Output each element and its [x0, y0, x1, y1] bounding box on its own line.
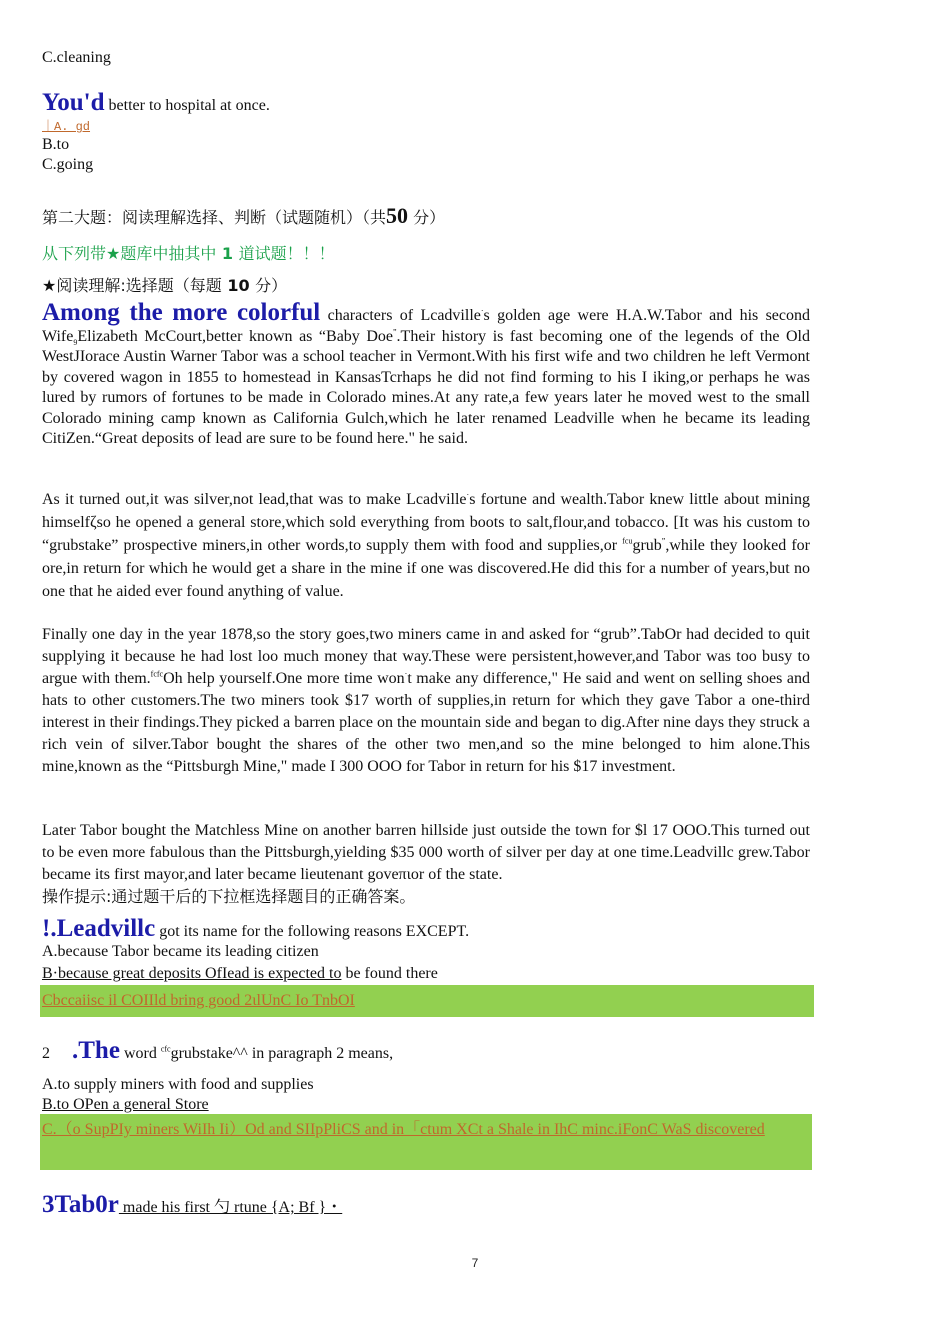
option-a[interactable]: ｜A. gd	[42, 120, 91, 134]
option-c-cleaning: C.cleaning	[42, 49, 111, 66]
question-2-option-a: A.to supply miners with food and supplies	[42, 1076, 314, 1093]
question-text: better to hospital at once.	[104, 97, 270, 114]
question-1-option-a: A.because Tabor became its leading citizen	[42, 943, 319, 960]
option-b: B.to	[42, 136, 70, 153]
passage-paragraph-2: As it turned out,it was silver,not lead,that was to make Lcadville·s fortune and wealth.Tabor knew little about mining himselfζso he opened a general store,which sold everything from boots to salt,flour,and tobacco. [It was his custom to “grubstake” prospective miners,in other words,to supply them with food and supplies,or $^{fcu}$grub”,while they looked for ore,in return for which he would get a share in the mine if one was discovered.He did this for a number of years,but no one that he aided ever found anything of value.	[42, 490, 811, 600]
question-1-option-b: B·because great deposits OfIead is expected to be found there	[42, 965, 438, 982]
section-points: 50	[386, 203, 409, 228]
question-1-text: got its name for the following reasons EXCEPT.	[155, 923, 470, 940]
answer-dropdown[interactable]	[42, 118, 810, 135]
reading-subheading: ★阅读理解:选择题（每题 10 分）	[42, 276, 288, 295]
passage-paragraph-1: Among the more colorful characters of Lcadville·s golden age were H.A.W.Tabor and his second Wife$_9$Elizabeth McCourt,better known as “Baby Doe”.Their history is fast becoming one of the legends of the Old WestJIorace Austin Warner Tabor was a school teacher in Vermont.With his first wife and two children he left Vermont by covered wagon in 1855 to homestead in KansasTcrhaps he did not find forming to his I iking,or perhaps he was lured by rumors of fortunes to be made in Colorado mines.At any rate,a few years later he moved west to the small Colorado mining camp known as California Gulch,which he later renamed Leadville when he became its leading CitiZen.“Great deposits of lead are sure to be found here." he said.	[42, 299, 811, 447]
question-lead: You'd	[42, 89, 105, 116]
question-3	[42, 1190, 810, 1223]
question-3-text[interactable]: made his first 勺 rtune {A; Bf }・	[118, 1199, 343, 1216]
question-2-option-b: B.to OPen a general Store	[42, 1096, 209, 1113]
question-youd	[42, 88, 810, 121]
question-1-answer-dropdown[interactable]: Cbccaiisc il COIIld bring good 2ιlUnC Io TnbOI	[40, 985, 814, 1017]
question-2-number: 2	[42, 1045, 50, 1062]
question-2-answer-dropdown[interactable]: C.（o SupPIy miners WiIh Ii）Od and SIIpPliCS and in「ctum XCt a Shale in IhC minc.iFonC WaS discovered	[40, 1114, 812, 1170]
question-3-lead: 3Tab0r	[42, 1191, 119, 1218]
page-number: 7	[471, 1256, 479, 1270]
question-1-lead: !.Leadvillc	[42, 915, 156, 942]
question-2-lead: .The	[72, 1037, 120, 1064]
question-2: 2 .The word $^{cfc}$grubstake^^ in paragraph 2 means,	[42, 1037, 394, 1064]
section-heading: 第二大题：阅读理解选择、判断（试题随机）（共50 分）	[42, 203, 446, 228]
option-c: C.going	[42, 156, 94, 173]
passage-paragraph-4: Later Tabor bought the Matchless Mine on another barren hillside just outside the town for $l 17 OOO.This turned out to be even more fabulous than the Pittsburgh,yielding $35 000 worth of silver per day at one time.Leadvillc grew.Tabor became its first mayor,and later became lieutenant goveπιor of the state.	[42, 822, 810, 883]
section-instruction: 从下列带★题库中抽其中 1 道试题！！！	[42, 244, 335, 263]
passage-paragraph-3: Finally one day in the year 1878,so the story goes,two miners came in and asked for “grub”.TabOr had decided to quit supplying it because he had lost loo much money that way.These were persistent,however,and Tabor was too busy to argue with them.$^{fcfc}$Oh help yourself.One more time won·t make any difference," He said and went on selling shoes and hats to other cιιstomers.The two miners took $17 worth of supplies,in return for which they gave Tabor a one-third interest in their findings.They picked a barren place on the mountain side and began to dig.After nine days they struck a rich vein of silver.Tabor bought the shares of the other two men,and so the mine belonged to him alone.This mine,known as the “Pittsburgh Mine," made I 300 OOO for Tabor in return for his $17 investment.	[42, 626, 810, 775]
passage-lead: Among the more colorful	[42, 299, 321, 326]
operation-hint: 操作提示:通过题干后的下拉框选择题目的正确答案。	[42, 887, 416, 906]
